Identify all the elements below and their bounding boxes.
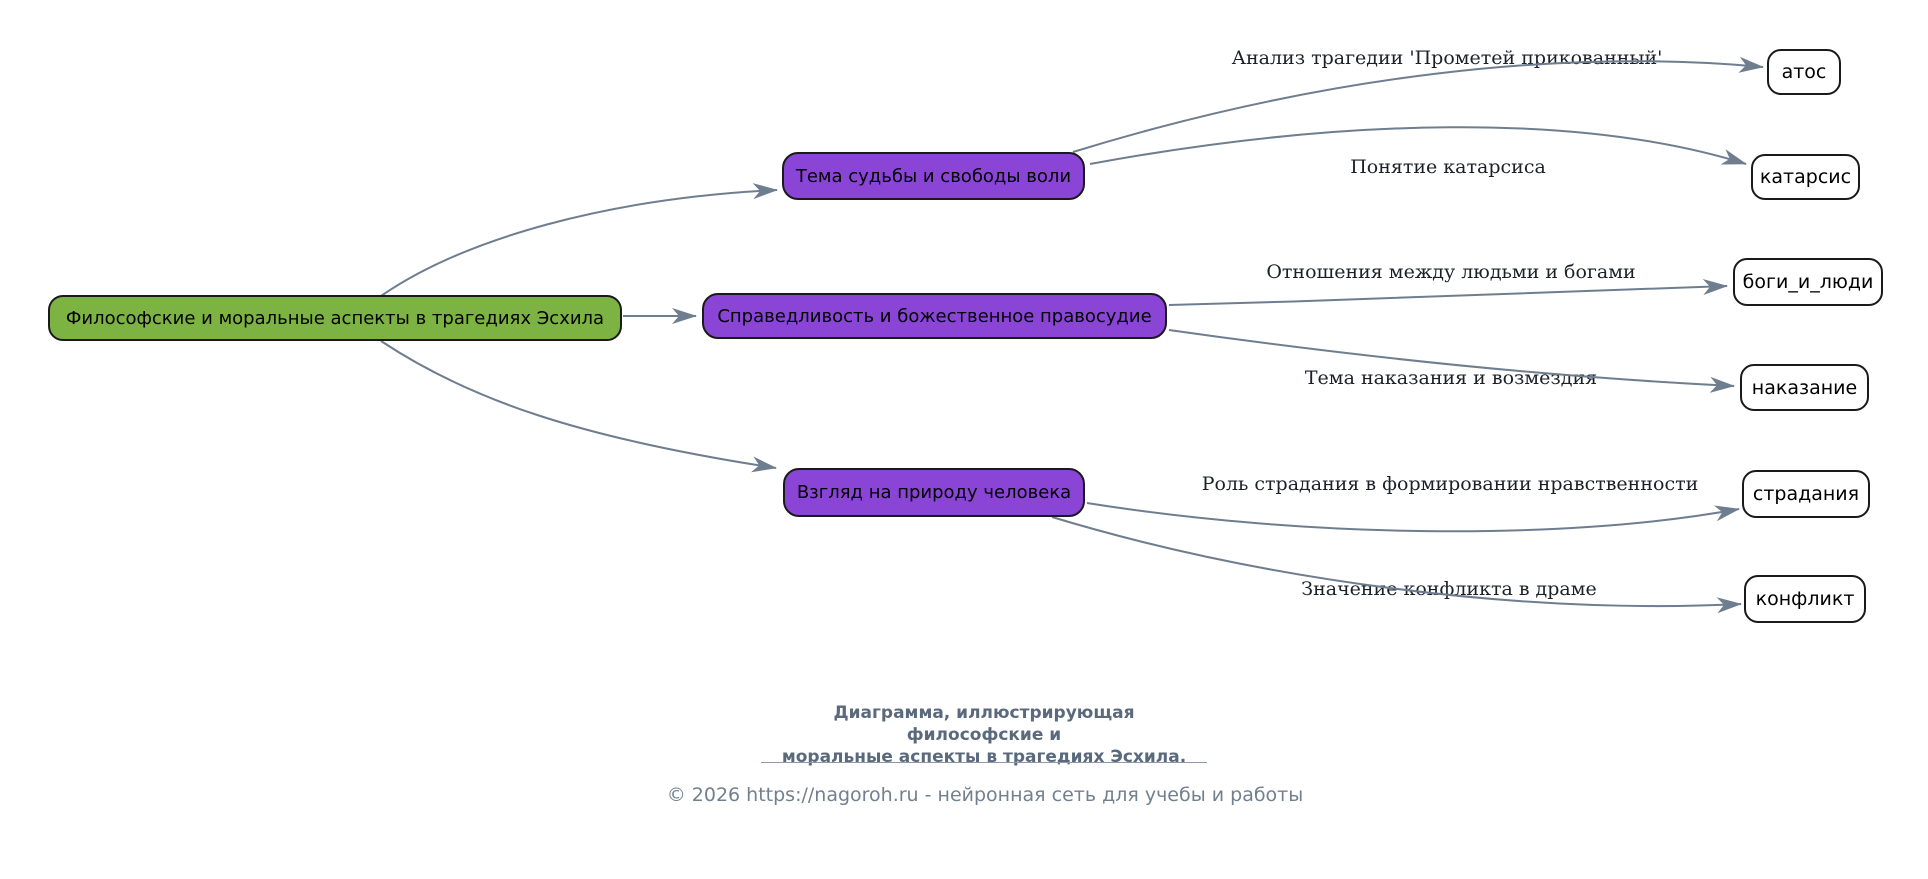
- leaf-node-katarsis: катарсис: [1751, 154, 1860, 200]
- copyright-text: © 2026 https://nagoroh.ru - нейронная сеть для учебы и работы: [666, 784, 1304, 806]
- edge-label-prometheus-analysis: Анализ трагедии 'Прометей прикованный': [1231, 47, 1663, 69]
- branch-node-divine-justice: Справедливость и божественное правосудие: [702, 293, 1167, 339]
- caption-line-1: Диаграмма, иллюстрирующая философские и: [833, 703, 1135, 745]
- footer-divider: [761, 762, 1207, 763]
- diagram-caption: [764, 702, 1204, 768]
- root-node: Философские и моральные аспекты в трагедиях Эсхила: [48, 295, 622, 341]
- branch-node-fate-free-will: Тема судьбы и свободы воли: [782, 152, 1085, 200]
- edge-justice-to-gods-people: [1169, 286, 1727, 305]
- leaf-node-punishment: наказание: [1740, 364, 1869, 411]
- edge-label-conflict-meaning: Значение конфликта в драме: [1301, 578, 1597, 600]
- edge-label-punishment-theme: Тема наказания и возмездия: [1304, 367, 1598, 389]
- leaf-node-atos: атос: [1767, 49, 1841, 95]
- leaf-node-gods-and-people: боги_и_люди: [1733, 258, 1883, 306]
- branch-node-human-nature: Взгляд на природу человека: [783, 468, 1085, 517]
- edge-label-catharsis-concept: Понятие катарсиса: [1350, 156, 1546, 178]
- leaf-node-conflict: конфликт: [1744, 575, 1866, 623]
- edge-label-suffering-role: Роль страдания в формировании нравственности: [1201, 473, 1699, 495]
- edge-fate-to-atos: [1073, 61, 1763, 152]
- leaf-node-suffering: страдания: [1742, 470, 1870, 518]
- edge-root-to-fate: [381, 190, 777, 296]
- caption-line-2: моральные аспекты в трагедиях Эсхила.: [781, 747, 1187, 767]
- edge-human-nature-to-suffering: [1087, 503, 1739, 531]
- edge-label-gods-people-relations: Отношения между людьми и богами: [1266, 261, 1636, 283]
- edge-root-to-human-nature: [381, 341, 776, 468]
